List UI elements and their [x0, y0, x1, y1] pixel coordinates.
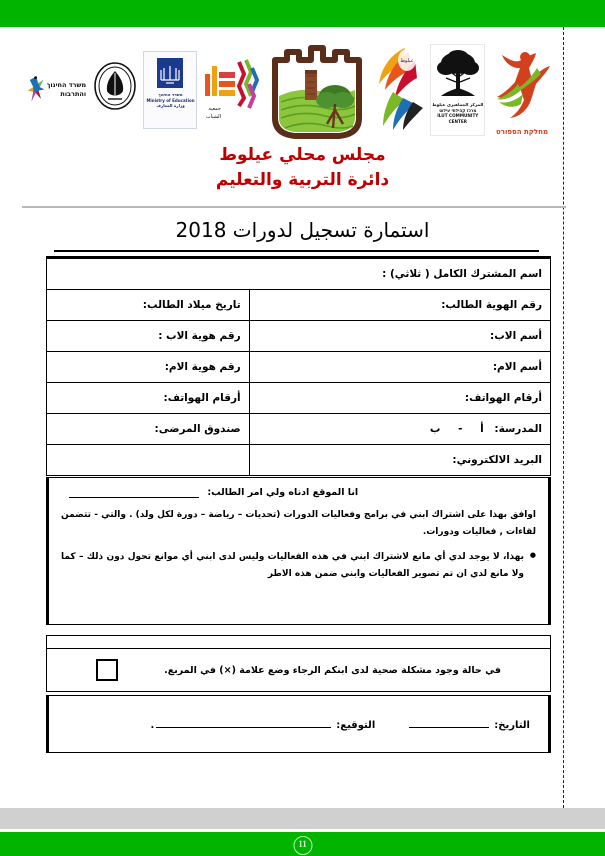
table-row [47, 383, 551, 414]
field-label-phones-left[interactable]: أرقام الهواتف: [47, 383, 250, 414]
logo-header-row [28, 36, 553, 144]
field-label-mother-name[interactable]: أسم الام: [249, 352, 550, 383]
declaration-paragraph: اوافق بهذا على اشتراك ابني في برامج وفعاليات الدورات (تحديات – رياضة – دورة لكل ولد) . والتي - تتضمن لقاءات , فعاليات ودورات. [61, 510, 536, 537]
date-input-line[interactable] [409, 717, 489, 728]
svg-text:جمعية: جمعية [208, 106, 222, 112]
signature-input-line[interactable] [156, 717, 331, 728]
health-notice-row [47, 649, 550, 691]
header-divider [22, 206, 566, 208]
ministry-label-en: Ministry of Education [146, 97, 195, 103]
top-green-bar [0, 0, 605, 27]
table-row [47, 445, 551, 476]
field-label-email[interactable]: البريد الالكتروني: [249, 445, 550, 476]
title-underline [54, 250, 539, 252]
table-row [47, 352, 551, 383]
ilut-community-center-logo [430, 44, 485, 136]
page-number-badge: 11 [293, 836, 312, 855]
star-icon [28, 65, 44, 115]
school-option-b[interactable]: ب [429, 423, 441, 435]
community-center-label-ar: المركز الجماهيري عيلوط [432, 102, 484, 107]
date-label: التاريخ: [494, 720, 530, 731]
date-field [409, 717, 530, 731]
education-star-label: משרד החינוך והתרבות [46, 81, 87, 98]
education-star-logo [28, 59, 86, 121]
arabic-colorful-bars-logo [203, 54, 259, 126]
ministry-label-he: משרד החינוך [158, 92, 183, 97]
table-row [47, 321, 551, 352]
field-label-mother-id[interactable]: رقم هوية الام: [47, 352, 250, 383]
field-label-father-id[interactable]: رقم هوية الاب : [47, 321, 250, 352]
signature-field [150, 717, 375, 731]
declaration-box [46, 477, 551, 625]
menorah-emblem-icon [155, 56, 185, 90]
registration-details-table [46, 256, 551, 476]
tree-icon [436, 48, 480, 100]
page-title: استمارة تسجيل لدورات 2018 [175, 218, 430, 242]
council-name-line1: مجلس محلي عيلوط [219, 145, 386, 165]
sports-department-label: מחלקת הספורט [495, 128, 549, 136]
svg-text:الشباب: الشباب [206, 114, 222, 120]
health-notice-box [46, 635, 551, 692]
signature-end-dot: . [150, 720, 155, 731]
field-label-school[interactable] [249, 414, 550, 445]
footer-gray-band [0, 808, 605, 829]
health-notice-text: في حالة وجود مشكلة صحية لدى ابنكم الرجاء وضع علامة (×) في المربع. [164, 664, 501, 676]
field-label-birth-date[interactable]: تاريخ ميلاد الطالب: [47, 290, 250, 321]
field-label-student-id[interactable]: رقم الهوية الطالب: [249, 290, 550, 321]
declaration-heading-text: انا الموقع ادناه ولي امر الطالب: [207, 487, 359, 498]
field-label-father-name[interactable]: أسم الاب: [249, 321, 550, 352]
guardian-name-blank[interactable] [69, 488, 199, 498]
table-row [47, 290, 551, 321]
signature-label: التوقيع: [336, 720, 376, 731]
sports-department-logo [491, 44, 553, 136]
circular-seal-logo [92, 61, 138, 119]
colorful-swoosh-logo [375, 46, 425, 134]
field-label-phones-right[interactable]: أرقام الهواتف: [249, 383, 550, 414]
council-name-line2: دائرة التربية والتعليم [215, 170, 390, 190]
community-center-label-he: מרכז קהילתי עילוט [439, 107, 477, 113]
field-label-full-name[interactable]: اسم المشترك الكامل ( ثلاثي) : [47, 258, 551, 290]
school-option-separator: - [458, 423, 463, 435]
declaration-bullet: ● بهذا، لا يوجد لدي أي مانع لاشتراك ابني في هذه الفعاليات وليس لدى ابني أي موانع تحول دون ذلك – كما ولا مانع لدي ان تم تصوير الفعاليات وابني ضمن هذه الاطر [61, 549, 536, 582]
field-label-health-fund[interactable]: صندوق المرضى: [47, 414, 250, 445]
signature-box [46, 695, 551, 753]
declaration-heading-row [61, 487, 536, 498]
ilut-municipality-emblem [265, 40, 369, 140]
svg-text:عيلوط: عيلوط [399, 58, 414, 64]
health-problem-checkbox[interactable] [96, 659, 118, 681]
school-label-text: المدرسة: [494, 423, 542, 435]
school-option-a[interactable]: أ [480, 423, 484, 435]
ministry-of-education-logo [143, 51, 197, 129]
field-value-email[interactable] [47, 445, 250, 476]
table-row [47, 258, 551, 290]
table-row [47, 414, 551, 445]
health-notice-top-strip [47, 636, 550, 649]
community-center-label-en: ILUT COMMUNITY CENTER [437, 113, 479, 125]
ministry-label-ar: وزارة المعارف [156, 103, 185, 109]
